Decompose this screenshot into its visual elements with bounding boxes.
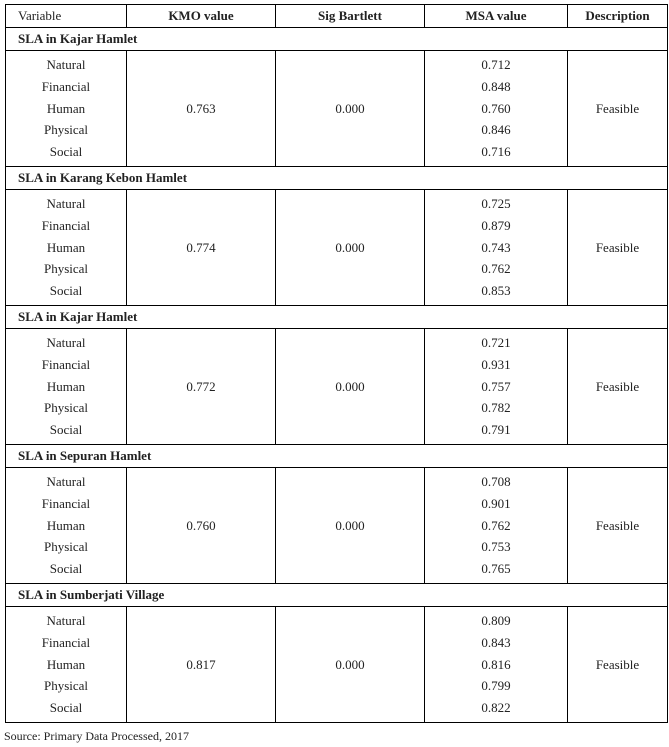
variable-name: Human <box>46 517 86 533</box>
kmo-value: 0.763 <box>127 51 276 167</box>
variable-list-cell <box>6 607 127 723</box>
msa-list-cell <box>425 329 568 445</box>
msa-value: 0.848 <box>481 78 511 94</box>
description-value: Feasible <box>568 329 668 445</box>
section-header-row <box>6 28 668 51</box>
msa-list-cell <box>425 468 568 584</box>
section-header-row <box>6 167 668 190</box>
variable-name: Social <box>49 144 83 159</box>
section-data-row <box>6 607 668 723</box>
msa-value: 0.757 <box>481 378 511 394</box>
section-header-row <box>6 445 668 468</box>
section-data-row <box>6 51 668 167</box>
msa-value: 0.765 <box>481 561 511 576</box>
variable-name: Financial <box>41 78 91 94</box>
kmo-value: 0.760 <box>127 468 276 584</box>
msa-value: 0.822 <box>481 700 511 715</box>
description-value: Feasible <box>568 51 668 167</box>
variable-name: Social <box>49 561 83 576</box>
msa-list-cell <box>425 190 568 306</box>
variable-name: Physical <box>43 678 89 694</box>
variable-list-cell <box>6 51 127 167</box>
header-msa: MSA value <box>425 5 568 28</box>
variable-name: Social <box>49 283 83 298</box>
variable-list-cell <box>6 468 127 584</box>
msa-value: 0.712 <box>481 57 511 72</box>
msa-value: 0.743 <box>481 239 511 255</box>
variable-name: Human <box>46 239 86 255</box>
header-description: Description <box>568 5 668 28</box>
kmo-value: 0.772 <box>127 329 276 445</box>
msa-value: 0.901 <box>481 495 511 511</box>
msa-value: 0.760 <box>481 100 511 116</box>
msa-value: 0.816 <box>481 656 511 672</box>
variable-name: Human <box>46 100 86 116</box>
section-title: SLA in Karang Kebon Hamlet <box>6 167 668 190</box>
section-data-row <box>6 468 668 584</box>
header-variable: Variable <box>6 5 127 28</box>
msa-value: 0.809 <box>481 613 511 628</box>
header-sig-bartlett: Sig Bartlett <box>276 5 425 28</box>
msa-value: 0.931 <box>481 356 511 372</box>
sig-bartlett-value: 0.000 <box>276 468 425 584</box>
variable-name: Natural <box>46 613 86 628</box>
msa-value: 0.879 <box>481 217 511 233</box>
results-table-container <box>5 4 667 723</box>
sig-bartlett-value: 0.000 <box>276 190 425 306</box>
source-note: Source: Primary Data Processed, 2017 <box>4 729 189 743</box>
table-body <box>6 28 668 723</box>
variable-name: Social <box>49 422 83 437</box>
msa-value: 0.753 <box>481 539 511 555</box>
variable-name: Natural <box>46 196 86 211</box>
section-title: SLA in Kajar Hamlet <box>6 306 668 329</box>
table-header-row <box>6 5 668 28</box>
sig-bartlett-value: 0.000 <box>276 329 425 445</box>
msa-value: 0.762 <box>481 517 511 533</box>
msa-list-cell <box>425 51 568 167</box>
variable-list-cell <box>6 329 127 445</box>
variable-name: Human <box>46 656 86 672</box>
sig-bartlett-value: 0.000 <box>276 607 425 723</box>
variable-name: Financial <box>41 217 91 233</box>
msa-value: 0.799 <box>481 678 511 694</box>
variable-name: Physical <box>43 122 89 138</box>
sig-bartlett-value: 0.000 <box>276 51 425 167</box>
variable-name: Financial <box>41 495 91 511</box>
variable-name: Natural <box>46 57 86 72</box>
header-kmo: KMO value <box>127 5 276 28</box>
kmo-value: 0.817 <box>127 607 276 723</box>
variable-name: Financial <box>41 634 91 650</box>
variable-name: Physical <box>43 261 89 277</box>
section-data-row <box>6 329 668 445</box>
variable-name: Financial <box>41 356 91 372</box>
msa-list-cell <box>425 607 568 723</box>
section-title: SLA in Sumberjati Village <box>6 584 668 607</box>
variable-name: Social <box>49 700 83 715</box>
variable-name: Physical <box>43 539 89 555</box>
msa-value: 0.853 <box>481 283 511 298</box>
msa-value: 0.725 <box>481 196 511 211</box>
section-header-row <box>6 306 668 329</box>
msa-value: 0.721 <box>481 335 511 350</box>
variable-list-cell <box>6 190 127 306</box>
msa-value: 0.716 <box>481 144 511 159</box>
msa-value: 0.843 <box>481 634 511 650</box>
msa-value: 0.762 <box>481 261 511 277</box>
description-value: Feasible <box>568 190 668 306</box>
variable-name: Physical <box>43 400 89 416</box>
msa-value: 0.846 <box>481 122 511 138</box>
kmo-msa-table <box>5 4 668 723</box>
msa-value: 0.708 <box>481 474 511 489</box>
section-data-row <box>6 190 668 306</box>
section-title: SLA in Kajar Hamlet <box>6 28 668 51</box>
description-value: Feasible <box>568 607 668 723</box>
variable-name: Human <box>46 378 86 394</box>
msa-value: 0.791 <box>481 422 511 437</box>
section-header-row <box>6 584 668 607</box>
kmo-value: 0.774 <box>127 190 276 306</box>
msa-value: 0.782 <box>481 400 511 416</box>
description-value: Feasible <box>568 468 668 584</box>
variable-name: Natural <box>46 474 86 489</box>
section-title: SLA in Sepuran Hamlet <box>6 445 668 468</box>
variable-name: Natural <box>46 335 86 350</box>
